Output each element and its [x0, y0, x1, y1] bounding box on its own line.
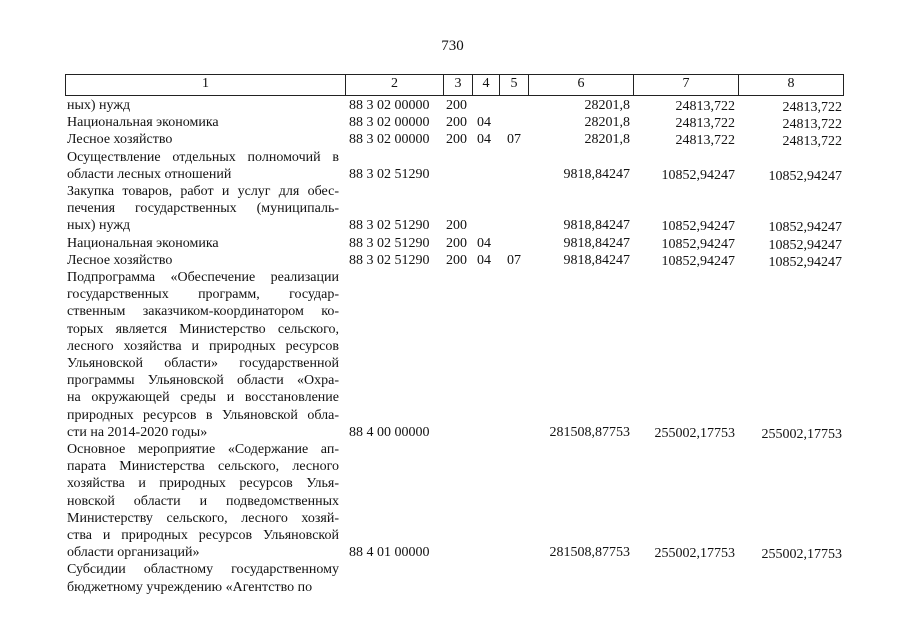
row-value-2021: 10852,94247 [768, 220, 842, 236]
row-description-line: области организаций» [67, 545, 200, 561]
row-code: 88 4 00 00000 [349, 424, 430, 440]
row-value-2020: 10852,94247 [661, 253, 735, 269]
header-col-2: 2 [345, 74, 444, 96]
row-code: 88 3 02 51290 [349, 218, 430, 234]
row-description-line: парата Министерства сельского, лесного [67, 459, 339, 475]
row-section: 04 [477, 132, 491, 148]
row-description-line: природных ресурсов в Ульяновской обла- [67, 407, 339, 423]
row-description-line: ных) нужд [67, 218, 131, 234]
row-description-line: государственных программ, государ- [67, 287, 339, 303]
row-section: 04 [477, 115, 491, 131]
row-description-line: Министерству сельского, лесного хозяй- [67, 510, 339, 526]
row-description-line: области лесных отношений [67, 166, 232, 182]
row-value-2021: 10852,94247 [768, 237, 842, 253]
row-code: 88 3 02 51290 [349, 166, 430, 182]
row-expense-type: 200 [446, 218, 467, 234]
row-value-2020: 24813,722 [675, 133, 735, 149]
row-value-2020: 24813,722 [675, 99, 735, 114]
row-description-line: программы Ульяновской области «Охра- [67, 373, 339, 389]
row-value-2019: 28201,8 [584, 115, 630, 131]
row-value-2021: 24813,722 [782, 100, 842, 115]
row-expense-type: 200 [446, 235, 467, 251]
row-code: 88 4 01 00000 [349, 545, 430, 561]
row-value-2020: 10852,94247 [661, 167, 735, 183]
row-value-2021: 10852,94247 [768, 254, 842, 270]
row-code: 88 3 02 00000 [349, 115, 430, 131]
row-expense-type: 200 [446, 98, 467, 113]
row-description-line: Субсидии областному государственному [67, 562, 339, 578]
row-description-line: ных) нужд [67, 98, 131, 113]
header-col-5: 5 [499, 74, 529, 96]
row-value-2019: 9818,84247 [563, 166, 630, 182]
row-value-2021: 10852,94247 [768, 168, 842, 184]
row-description-line: Осуществление отдельных полномочий в [67, 149, 339, 165]
row-description-line: ства и природных ресурсов Ульяновской [67, 528, 339, 543]
row-description-line: на окружающей среды и восстановление [67, 390, 339, 406]
row-description-line: лесного хозяйства и природных ресурсов [67, 338, 339, 354]
row-description-line: торых является Министерство сельского, [67, 321, 339, 337]
row-description-line: Ульяновской области» государственной [67, 356, 339, 371]
row-expense-type: 200 [446, 252, 467, 268]
header-col-3: 3 [443, 74, 473, 96]
row-value-2019: 28201,8 [584, 132, 630, 148]
row-description-line: хозяйства и природных ресурсов Улья- [67, 476, 339, 492]
row-description-line: печения государственных (муниципаль- [67, 201, 339, 217]
row-expense-type: 200 [446, 132, 467, 148]
table-header [65, 74, 844, 96]
row-section: 04 [477, 252, 491, 268]
row-code: 88 3 02 00000 [349, 98, 430, 113]
row-value-2019: 9818,84247 [563, 218, 630, 234]
row-subsection: 07 [507, 132, 521, 148]
row-code: 88 3 02 00000 [349, 132, 430, 148]
row-value-2019: 28201,8 [584, 98, 630, 113]
row-description-line: ственным заказчиком-координатором ко- [67, 304, 339, 320]
row-value-2019: 9818,84247 [563, 235, 630, 251]
header-col-4: 4 [472, 74, 500, 96]
header-col-8: 8 [738, 74, 844, 96]
row-value-2021: 24813,722 [782, 134, 842, 150]
row-section: 04 [477, 235, 491, 251]
row-value-2019: 9818,84247 [563, 252, 630, 268]
row-description-line: Основное мероприятие «Содержание ап- [67, 442, 339, 457]
row-subsection: 07 [507, 252, 521, 268]
row-value-2020: 10852,94247 [661, 219, 735, 235]
row-code: 88 3 02 51290 [349, 235, 430, 251]
row-description-line: Подпрограмма «Обеспечение реализации [67, 270, 339, 285]
row-value-2019: 281508,87753 [549, 545, 630, 561]
row-value-2021: 255002,17753 [761, 426, 842, 442]
header-col-7: 7 [633, 74, 739, 96]
page-number: 730 [441, 38, 464, 54]
header-col-1: 1 [65, 74, 346, 96]
row-description-line: новской области и подведомственных [67, 493, 339, 509]
row-value-2021: 24813,722 [782, 117, 842, 133]
row-code: 88 3 02 51290 [349, 252, 430, 268]
row-description-line: Лесное хозяйство [67, 252, 173, 268]
row-description-line: Закупка товаров, работ и услуг для обес- [67, 184, 339, 199]
row-description-line: сти на 2014-2020 годы» [67, 424, 208, 440]
row-description-line: Национальная экономика [67, 235, 219, 251]
row-value-2021: 255002,17753 [761, 547, 842, 563]
row-value-2020: 255002,17753 [654, 425, 735, 441]
row-description-line: Лесное хозяйство [67, 132, 173, 148]
row-value-2020: 10852,94247 [661, 236, 735, 252]
row-value-2020: 255002,17753 [654, 546, 735, 562]
row-description-line: Национальная экономика [67, 115, 219, 131]
header-col-6: 6 [528, 74, 634, 96]
row-expense-type: 200 [446, 115, 467, 131]
row-value-2019: 281508,87753 [549, 424, 630, 440]
row-value-2020: 24813,722 [675, 116, 735, 132]
row-description-line: бюджетному учреждению «Агентство по [67, 579, 313, 595]
